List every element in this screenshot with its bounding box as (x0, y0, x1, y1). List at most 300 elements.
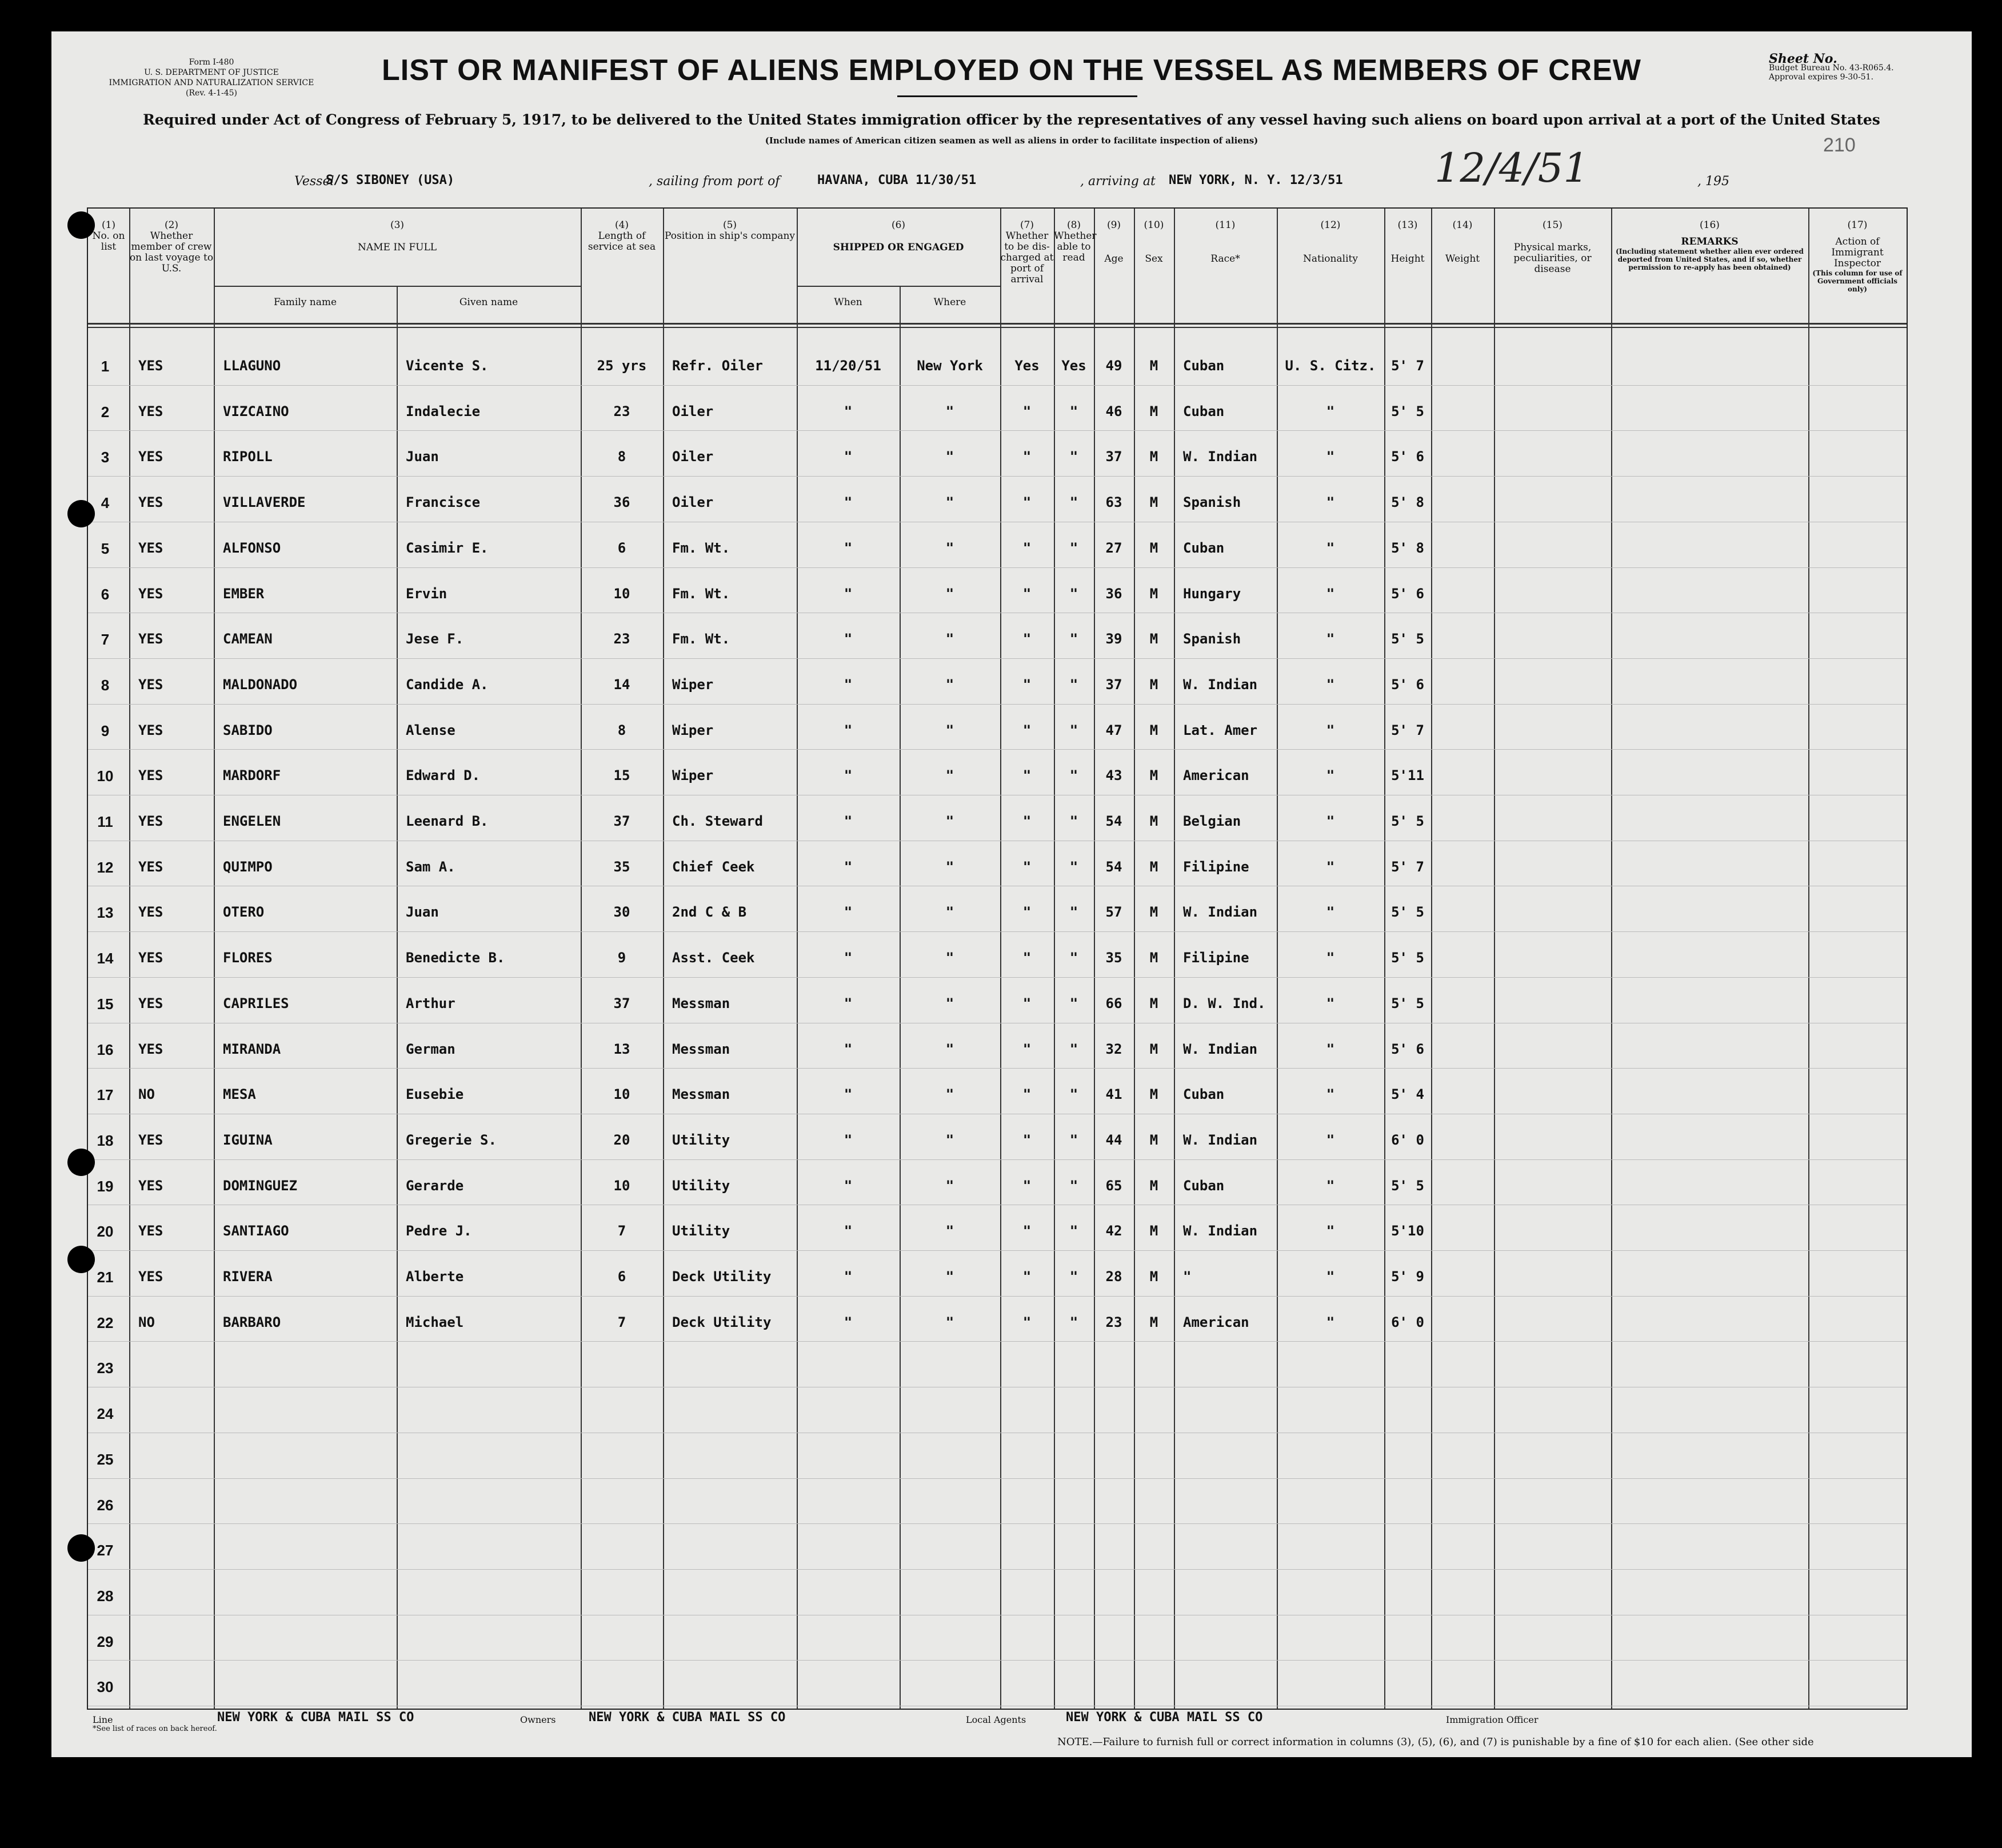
cell-position: Utility (672, 1177, 730, 1194)
cell-prev: YES (138, 1177, 163, 1194)
cell-disch: " (1022, 1314, 1032, 1330)
cell-when: " (844, 1177, 853, 1194)
cell-prev: YES (138, 539, 163, 556)
cell-height: 5' 5 (1391, 403, 1424, 419)
include-text: (Include names of American citizen seamen as well as aliens in order to facilitate inspection of aliens) (765, 135, 1258, 146)
row-rule (88, 1523, 1907, 1524)
empty-row-number: 23 (97, 1359, 114, 1377)
cell-age: 36 (1105, 585, 1122, 602)
cell-read: " (1069, 585, 1078, 602)
cell-sex: M (1149, 1131, 1158, 1148)
cell-nat: U. S. Citz. (1285, 358, 1376, 374)
header-height: (13) Height (1390, 219, 1425, 265)
header-given-name: Given name (459, 297, 518, 308)
cell-read: " (1069, 767, 1078, 784)
cell-family: RIPOLL (223, 449, 273, 465)
cell-nat: " (1326, 1131, 1335, 1148)
cell-disch: " (1022, 1223, 1032, 1239)
cell-sex: M (1149, 585, 1158, 602)
cell-age: 44 (1105, 1131, 1122, 1148)
cell-disch: " (1022, 995, 1032, 1011)
cell-position: Ch. Steward (672, 813, 763, 829)
cell-height: 5' 6 (1391, 585, 1424, 602)
header-last-voyage: (2) Whether member of crew on last voyage to U.S. (129, 219, 214, 274)
cell-no: 20 (97, 1223, 114, 1241)
cell-height: 6' 0 (1391, 1131, 1424, 1148)
cell-family: SABIDO (223, 722, 273, 738)
cell-when: " (844, 1131, 853, 1148)
cell-no: 21 (97, 1269, 114, 1286)
cell-given: Benedicte B. (406, 950, 505, 966)
cell-disch: " (1022, 1086, 1032, 1103)
row-rule (88, 567, 1907, 568)
col-border (129, 209, 130, 1709)
cell-position: Fm. Wt. (672, 585, 730, 602)
cell-no: 22 (97, 1314, 114, 1331)
cell-where: " (945, 1223, 954, 1239)
cell-disch: " (1022, 676, 1032, 693)
cell-given: Jese F. (406, 631, 464, 647)
row-rule (88, 1250, 1907, 1251)
cell-prev: YES (138, 813, 163, 829)
cell-height: 5' 8 (1391, 494, 1424, 511)
cell-nat: " (1326, 1269, 1335, 1285)
cell-sex: M (1149, 995, 1158, 1011)
header-name: (3) NAME IN FULL (357, 219, 437, 253)
header-position: (5) Position in ship's company (664, 219, 796, 242)
cell-where: " (945, 813, 954, 829)
cell-where: " (945, 449, 954, 465)
empty-row-number: 29 (97, 1633, 114, 1650)
row-rule (88, 1341, 1907, 1342)
cell-race: " (1183, 1269, 1192, 1285)
row-rule (88, 1159, 1907, 1160)
header-no: (1) No. on list (92, 219, 125, 253)
cell-nat: " (1326, 585, 1335, 602)
cell-read: " (1069, 1269, 1078, 1285)
cell-given: Juan (406, 449, 439, 465)
sheet-number: Sheet No. Budget Bureau No. 43-R065.4. Approval expires 9-30-51. (1769, 51, 1894, 82)
cell-age: 63 (1105, 494, 1122, 511)
cell-age: 28 (1105, 1269, 1122, 1285)
cell-family: ENGELEN (223, 813, 281, 829)
cell-service: 9 (617, 950, 626, 966)
cell-when: " (844, 1041, 853, 1057)
cell-age: 49 (1105, 358, 1122, 374)
binder-hole (67, 500, 95, 527)
header-weight: (14) Weight (1445, 219, 1480, 265)
binder-hole (67, 211, 95, 239)
cell-prev: YES (138, 1269, 163, 1285)
cell-sex: M (1149, 358, 1158, 374)
cell-read: " (1069, 676, 1078, 693)
cell-given: Alense (406, 722, 455, 738)
department: U. S. DEPARTMENT OF JUSTICE (144, 68, 279, 77)
cell-service: 35 (613, 858, 630, 875)
empty-row-number: 25 (97, 1450, 114, 1468)
cell-family: VILLAVERDE (223, 494, 306, 511)
cell-prev: YES (138, 676, 163, 693)
cell-age: 32 (1105, 1041, 1122, 1057)
row-rule (88, 658, 1907, 659)
cell-disch: " (1022, 858, 1032, 875)
cell-read: " (1069, 403, 1078, 419)
cell-height: 5'10 (1391, 1223, 1424, 1239)
header-rule (797, 286, 1000, 287)
cell-service: 6 (617, 539, 626, 556)
cell-disch: " (1022, 1177, 1032, 1194)
cell-service: 7 (617, 1223, 626, 1239)
cell-age: 66 (1105, 995, 1122, 1011)
cell-read: Yes (1061, 358, 1086, 374)
sailing-port: HAVANA, CUBA 11/30/51 (817, 173, 977, 187)
cell-sex: M (1149, 904, 1158, 921)
row-rule (88, 1569, 1907, 1570)
cell-height: 5' 5 (1391, 631, 1424, 647)
cell-no: 15 (97, 995, 114, 1013)
cell-service: 37 (613, 995, 630, 1011)
cell-where: " (945, 539, 954, 556)
binder-hole (67, 1534, 95, 1562)
col-border (397, 286, 398, 1709)
cell-service: 37 (613, 813, 630, 829)
cell-read: " (1069, 1131, 1078, 1148)
cell-when: " (844, 676, 853, 693)
cell-age: 46 (1105, 403, 1122, 419)
row-rule (88, 385, 1907, 386)
cell-prev: YES (138, 1223, 163, 1239)
cell-no: 8 (101, 676, 110, 694)
cell-height: 5'11 (1391, 767, 1424, 784)
header-shipped: (6) SHIPPED OR ENGAGED (833, 219, 964, 253)
cell-disch: " (1022, 813, 1032, 829)
cell-family: VIZCAINO (223, 403, 289, 419)
cell-family: OTERO (223, 904, 265, 921)
cell-family: EMBER (223, 585, 265, 602)
cell-height: 5' 7 (1391, 722, 1424, 738)
cell-when: " (844, 858, 853, 875)
cell-where: " (945, 403, 954, 419)
cell-race: Cuban (1183, 539, 1225, 556)
cell-disch: " (1022, 1041, 1032, 1057)
cell-no: 9 (101, 722, 110, 739)
cell-nat: " (1326, 539, 1335, 556)
cell-where: " (945, 585, 954, 602)
cell-disch: " (1022, 1131, 1032, 1148)
cell-read: " (1069, 858, 1078, 875)
cell-sex: M (1149, 449, 1158, 465)
agents-label: Local Agents (966, 1714, 1026, 1725)
cell-age: 57 (1105, 904, 1122, 921)
header-nationality: (12) Nationality (1303, 219, 1358, 265)
row-rule (88, 1068, 1907, 1069)
col-border (1431, 209, 1432, 1709)
cell-age: 47 (1105, 722, 1122, 738)
cell-no: 10 (97, 767, 114, 785)
binder-hole (67, 1246, 95, 1273)
form-number: Form I-480 (189, 58, 234, 67)
cell-read: " (1069, 995, 1078, 1011)
cell-sex: M (1149, 1177, 1158, 1194)
cell-no: 17 (97, 1086, 114, 1104)
header-where: Where (933, 297, 966, 308)
cell-age: 43 (1105, 767, 1122, 784)
col-border (1494, 209, 1495, 1709)
cell-position: Wiper (672, 676, 714, 693)
cell-sex: M (1149, 1086, 1158, 1103)
cell-height: 5' 6 (1391, 676, 1424, 693)
cell-service: 10 (613, 1086, 630, 1103)
cell-disch: " (1022, 1269, 1032, 1285)
cell-sex: M (1149, 403, 1158, 419)
cell-position: 2nd C & B (672, 904, 747, 921)
cell-service: 10 (613, 585, 630, 602)
cell-age: 42 (1105, 1223, 1122, 1239)
cell-when: " (844, 585, 853, 602)
cell-age: 37 (1105, 676, 1122, 693)
cell-sex: M (1149, 813, 1158, 829)
cell-when: " (844, 403, 853, 419)
cell-when: " (844, 1086, 853, 1103)
cell-prev: YES (138, 631, 163, 647)
agents-value: NEW YORK & CUBA MAIL SS CO (1066, 1710, 1263, 1725)
fine-note: NOTE.—Failure to furnish full or correct information in columns (3), (5), (6), and (7) is punishable by a fine of $10 for each alien. (See other side (1057, 1736, 1814, 1748)
cell-race: W. Indian (1183, 1223, 1258, 1239)
manifest-table (87, 207, 1908, 1710)
cell-no: 13 (97, 904, 114, 922)
header-rule (88, 327, 1907, 328)
cell-when: " (844, 950, 853, 966)
cell-family: BARBARO (223, 1314, 281, 1330)
cell-race: W. Indian (1183, 676, 1258, 693)
cell-position: Messman (672, 995, 730, 1011)
cell-age: 54 (1105, 813, 1122, 829)
cell-given: Pedre J. (406, 1223, 472, 1239)
header-physical-marks: (15) Physical marks, peculiarities, or disease (1513, 219, 1592, 275)
binder-hole (67, 1149, 95, 1176)
cell-sex: M (1149, 494, 1158, 511)
cell-service: 13 (613, 1041, 630, 1057)
cell-read: " (1069, 539, 1078, 556)
line-value: NEW YORK & CUBA MAIL SS CO (217, 1710, 414, 1725)
cell-no: 7 (101, 631, 110, 649)
empty-row-number: 30 (97, 1678, 114, 1696)
cell-prev: YES (138, 950, 163, 966)
cell-when: " (844, 722, 853, 738)
cell-where: New York (917, 358, 983, 374)
cell-sex: M (1149, 1314, 1158, 1330)
page-title: LIST OR MANIFEST OF ALIENS EMPLOYED ON THE VESSEL AS MEMBERS OF CREW (382, 54, 1641, 87)
cell-service: 7 (617, 1314, 626, 1330)
cell-where: " (945, 1041, 954, 1057)
cell-family: MARDORF (223, 767, 281, 784)
cell-service: 6 (617, 1269, 626, 1285)
cell-disch: " (1022, 539, 1032, 556)
cell-where: " (945, 1177, 954, 1194)
cell-no: 1 (101, 358, 110, 375)
cell-given: Arthur (406, 995, 455, 1011)
cell-height: 5' 5 (1391, 995, 1424, 1011)
cell-nat: " (1326, 995, 1335, 1011)
header-inspector-action: (17) Action of Immigrant Inspector (This column for use of Government officials only) (1812, 219, 1903, 293)
cell-given: Leenard B. (406, 813, 489, 829)
cell-sex: M (1149, 1041, 1158, 1057)
cell-nat: " (1326, 813, 1335, 829)
cell-age: 37 (1105, 449, 1122, 465)
cell-where: " (945, 1086, 954, 1103)
header-age: (9) Age (1104, 219, 1124, 265)
cell-prev: NO (138, 1314, 155, 1330)
cell-read: " (1069, 1041, 1078, 1057)
cell-when: " (844, 539, 853, 556)
cell-given: Alberte (406, 1269, 464, 1285)
cell-where: " (945, 676, 954, 693)
cell-no: 12 (97, 858, 114, 876)
cell-no: 18 (97, 1131, 114, 1149)
service: IMMIGRATION AND NATURALIZATION SERVICE (109, 78, 314, 87)
cell-height: 5' 5 (1391, 813, 1424, 829)
cell-age: 65 (1105, 1177, 1122, 1194)
vessel-label: Vessel (294, 174, 334, 189)
cell-where: " (945, 995, 954, 1011)
cell-race: Cuban (1183, 403, 1225, 419)
cell-race: Filipine (1183, 950, 1249, 966)
vessel-name: S/S SIBONEY (USA) (326, 173, 455, 187)
cell-when: " (844, 449, 853, 465)
cell-sex: M (1149, 1269, 1158, 1285)
cell-no: 11 (97, 813, 113, 830)
cell-race: W. Indian (1183, 449, 1258, 465)
cell-height: 5' 5 (1391, 904, 1424, 921)
cell-position: Asst. Ceek (672, 950, 755, 966)
cell-service: 14 (613, 676, 630, 693)
cell-family: ALFONSO (223, 539, 281, 556)
cell-when: " (844, 1223, 853, 1239)
cell-prev: YES (138, 722, 163, 738)
header-rule (88, 323, 1907, 325)
col-border (1611, 209, 1612, 1709)
cell-when: " (844, 494, 853, 511)
cell-nat: " (1326, 1177, 1335, 1194)
cell-race: American (1183, 767, 1249, 784)
handwritten-date: 12/4/51 (1434, 145, 1589, 191)
stamp-number: 210 (1823, 134, 1856, 156)
cell-where: " (945, 858, 954, 875)
cell-family: QUIMPO (223, 858, 273, 875)
cell-sex: M (1149, 722, 1158, 738)
cell-position: Oiler (672, 403, 714, 419)
cell-nat: " (1326, 676, 1335, 693)
cell-family: MIRANDA (223, 1041, 281, 1057)
cell-read: " (1069, 449, 1078, 465)
cell-read: " (1069, 494, 1078, 511)
cell-read: " (1069, 722, 1078, 738)
cell-read: " (1069, 1086, 1078, 1103)
arriving-label: , arriving at (1080, 174, 1156, 189)
cell-height: 5' 7 (1391, 358, 1424, 374)
immigration-officer-label: Immigration Officer (1446, 1714, 1539, 1725)
cell-given: Gerarde (406, 1177, 464, 1194)
cell-sex: M (1149, 539, 1158, 556)
binder-hole (18, 111, 46, 139)
cell-read: " (1069, 1223, 1078, 1239)
header-when: When (834, 297, 862, 308)
cell-given: Casimir E. (406, 539, 489, 556)
cell-sex: M (1149, 676, 1158, 693)
cell-family: CAPRILES (223, 995, 289, 1011)
cell-service: 15 (613, 767, 630, 784)
col-border (214, 209, 215, 1709)
cell-age: 35 (1105, 950, 1122, 966)
cell-nat: " (1326, 1314, 1335, 1330)
cell-read: " (1069, 904, 1078, 921)
cell-where: " (945, 767, 954, 784)
cell-position: Oiler (672, 494, 714, 511)
title-rule (897, 95, 1137, 97)
cell-position: Utility (672, 1131, 730, 1148)
cell-family: MESA (223, 1086, 256, 1103)
cell-height: 5' 6 (1391, 449, 1424, 465)
cell-sex: M (1149, 950, 1158, 966)
cell-family: IGUINA (223, 1131, 273, 1148)
cell-given: Francisce (406, 494, 481, 511)
cell-prev: YES (138, 585, 163, 602)
cell-height: 5' 4 (1391, 1086, 1424, 1103)
row-rule (88, 476, 1907, 477)
row-rule (88, 1660, 1907, 1661)
cell-race: American (1183, 1314, 1249, 1330)
cell-given: Candide A. (406, 676, 489, 693)
cell-age: 23 (1105, 1314, 1122, 1330)
cell-family: FLORES (223, 950, 273, 966)
cell-race: Cuban (1183, 1086, 1225, 1103)
cell-family: DOMINGUEZ (223, 1177, 298, 1194)
cell-race: D. W. Ind. (1183, 995, 1266, 1011)
cell-prev: YES (138, 1041, 163, 1057)
cell-prev: NO (138, 1086, 155, 1103)
header-sex: (10) Sex (1144, 219, 1164, 265)
cell-service: 20 (613, 1131, 630, 1148)
cell-nat: " (1326, 1223, 1335, 1239)
cell-read: " (1069, 950, 1078, 966)
cell-nat: " (1326, 767, 1335, 784)
header-remarks: (16) REMARKS (Including statement whether alien ever ordered deported from United States, and if so, whether permission to re-apply has been obtained) (1616, 219, 1804, 271)
cell-sex: M (1149, 858, 1158, 875)
cell-prev: YES (138, 858, 163, 875)
cell-where: " (945, 631, 954, 647)
cell-given: Eusebie (406, 1086, 464, 1103)
cell-no: 19 (97, 1177, 114, 1195)
cell-where: " (945, 950, 954, 966)
cell-prev: YES (138, 1131, 163, 1148)
cell-height: 5' 5 (1391, 1177, 1424, 1194)
cell-position: Refr. Oiler (672, 358, 763, 374)
races-footnote: *See list of races on back hereof. (93, 1725, 217, 1733)
cell-prev: YES (138, 494, 163, 511)
cell-sex: M (1149, 767, 1158, 784)
cell-age: 54 (1105, 858, 1122, 875)
cell-nat: " (1326, 722, 1335, 738)
cell-no: 6 (101, 585, 110, 603)
required-text: Required under Act of Congress of February 5, 1917, to be delivered to the United States immigration officer by the representatives of any vessel having such aliens on board upon arrival at a port of the United States (143, 111, 1880, 128)
cell-read: " (1069, 1314, 1078, 1330)
cell-position: Wiper (672, 767, 714, 784)
cell-height: 6' 0 (1391, 1314, 1424, 1330)
cell-read: " (1069, 813, 1078, 829)
cell-sex: M (1149, 631, 1158, 647)
cell-given: Sam A. (406, 858, 455, 875)
empty-row-number: 24 (97, 1405, 114, 1423)
